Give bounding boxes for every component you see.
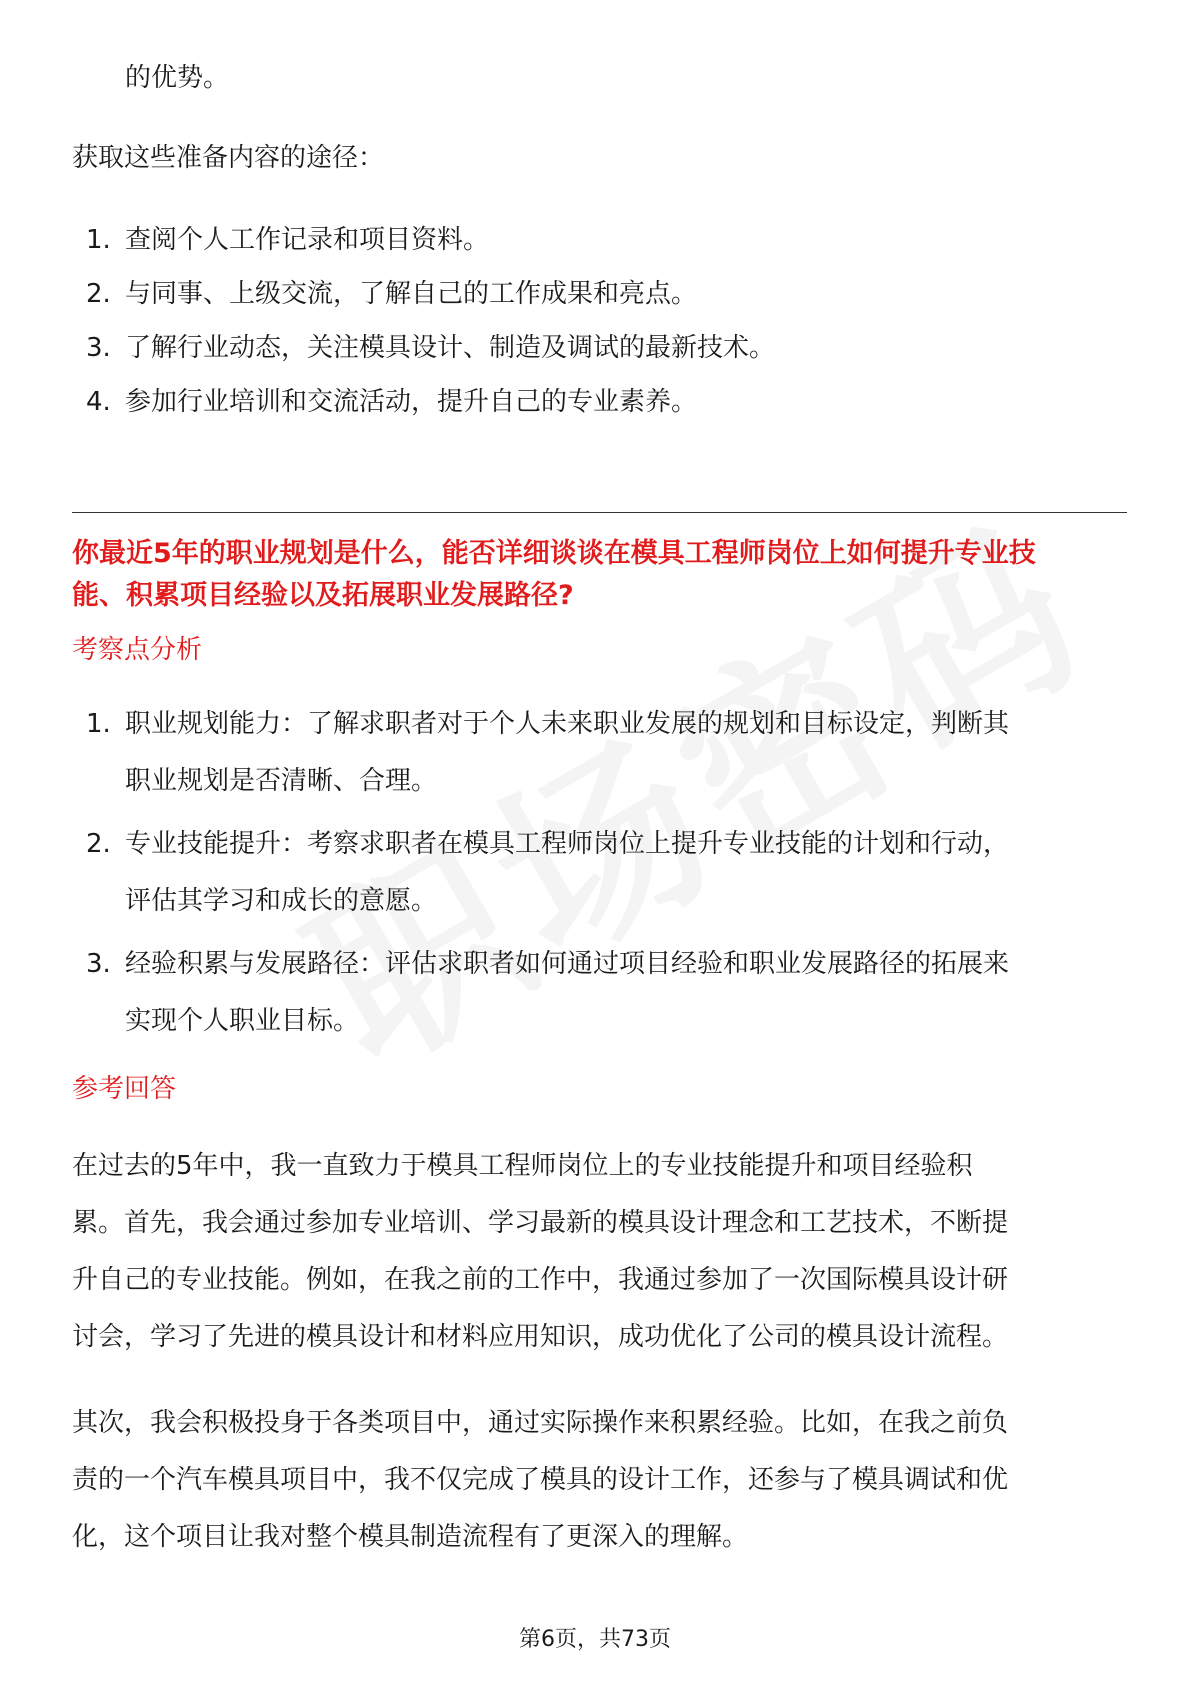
paragraph-line: 升自己的专业技能。例如，在我之前的工作中，我通过参加了一次国际模具设计研 xyxy=(72,1265,1009,1295)
continuation-text: 的优势。 xyxy=(125,63,230,93)
list-number: 3. xyxy=(86,949,111,979)
paragraph-line: 化，这个项目让我对整个模具制造流程有了更深入的理解。 xyxy=(72,1522,749,1552)
list-number: 3. xyxy=(86,333,111,363)
list-text: 参加行业培训和交流活动，提升自己的专业素养。 xyxy=(125,387,698,417)
ways-title: 获取这些准备内容的途径： xyxy=(72,143,385,173)
list-text: 职业规划能力：了解求职者对于个人未来职业发展的规划和目标设定，判断其 xyxy=(125,709,1010,739)
question-line: 能、积累项目经验以及拓展职业发展路径? xyxy=(72,580,574,611)
list-text: 实现个人职业目标。 xyxy=(125,1006,360,1036)
list-text: 与同事、上级交流，了解自己的工作成果和亮点。 xyxy=(125,279,698,309)
paragraph-line: 讨会，学习了先进的模具设计和材料应用知识，成功优化了公司的模具设计流程。 xyxy=(72,1322,1009,1352)
paragraph-line: 其次，我会积极投身于各类项目中，通过实际操作来积累经验。比如，在我之前负 xyxy=(72,1408,1009,1438)
answer-title: 参考回答 xyxy=(72,1074,177,1104)
list-text: 了解行业动态，关注模具设计、制造及调试的最新技术。 xyxy=(125,333,776,363)
page-number: 第6页，共73页 xyxy=(519,1627,671,1652)
list-text: 查阅个人工作记录和项目资料。 xyxy=(125,225,490,255)
paragraph-line: 责的一个汽车模具项目中，我不仅完成了模具的设计工作，还参与了模具调试和优 xyxy=(72,1465,1009,1495)
list-number: 2. xyxy=(86,279,111,309)
paragraph-line: 在过去的5年中，我一直致力于模具工程师岗位上的专业技能提升和项目经验积 xyxy=(72,1151,973,1181)
section-divider xyxy=(72,512,1127,513)
paragraph-line: 累。首先，我会通过参加专业培训、学习最新的模具设计理念和工艺技术，不断提 xyxy=(72,1208,1009,1238)
list-text: 职业规划是否清晰、合理。 xyxy=(125,766,438,796)
analysis-title: 考察点分析 xyxy=(72,635,203,665)
list-text: 评估其学习和成长的意愿。 xyxy=(125,886,438,916)
list-text: 经验积累与发展路径：评估求职者如何通过项目经验和职业发展路径的拓展来 xyxy=(125,949,1010,979)
list-number: 1. xyxy=(86,709,111,739)
list-number: 4. xyxy=(86,387,111,417)
question-line: 你最近5年的职业规划是什么，能否详细谈谈在模具工程师岗位上如何提升专业技 xyxy=(72,538,1036,569)
list-number: 1. xyxy=(86,225,111,255)
list-text: 专业技能提升：考察求职者在模具工程师岗位上提升专业技能的计划和行动， xyxy=(125,829,1010,859)
list-number: 2. xyxy=(86,829,111,859)
